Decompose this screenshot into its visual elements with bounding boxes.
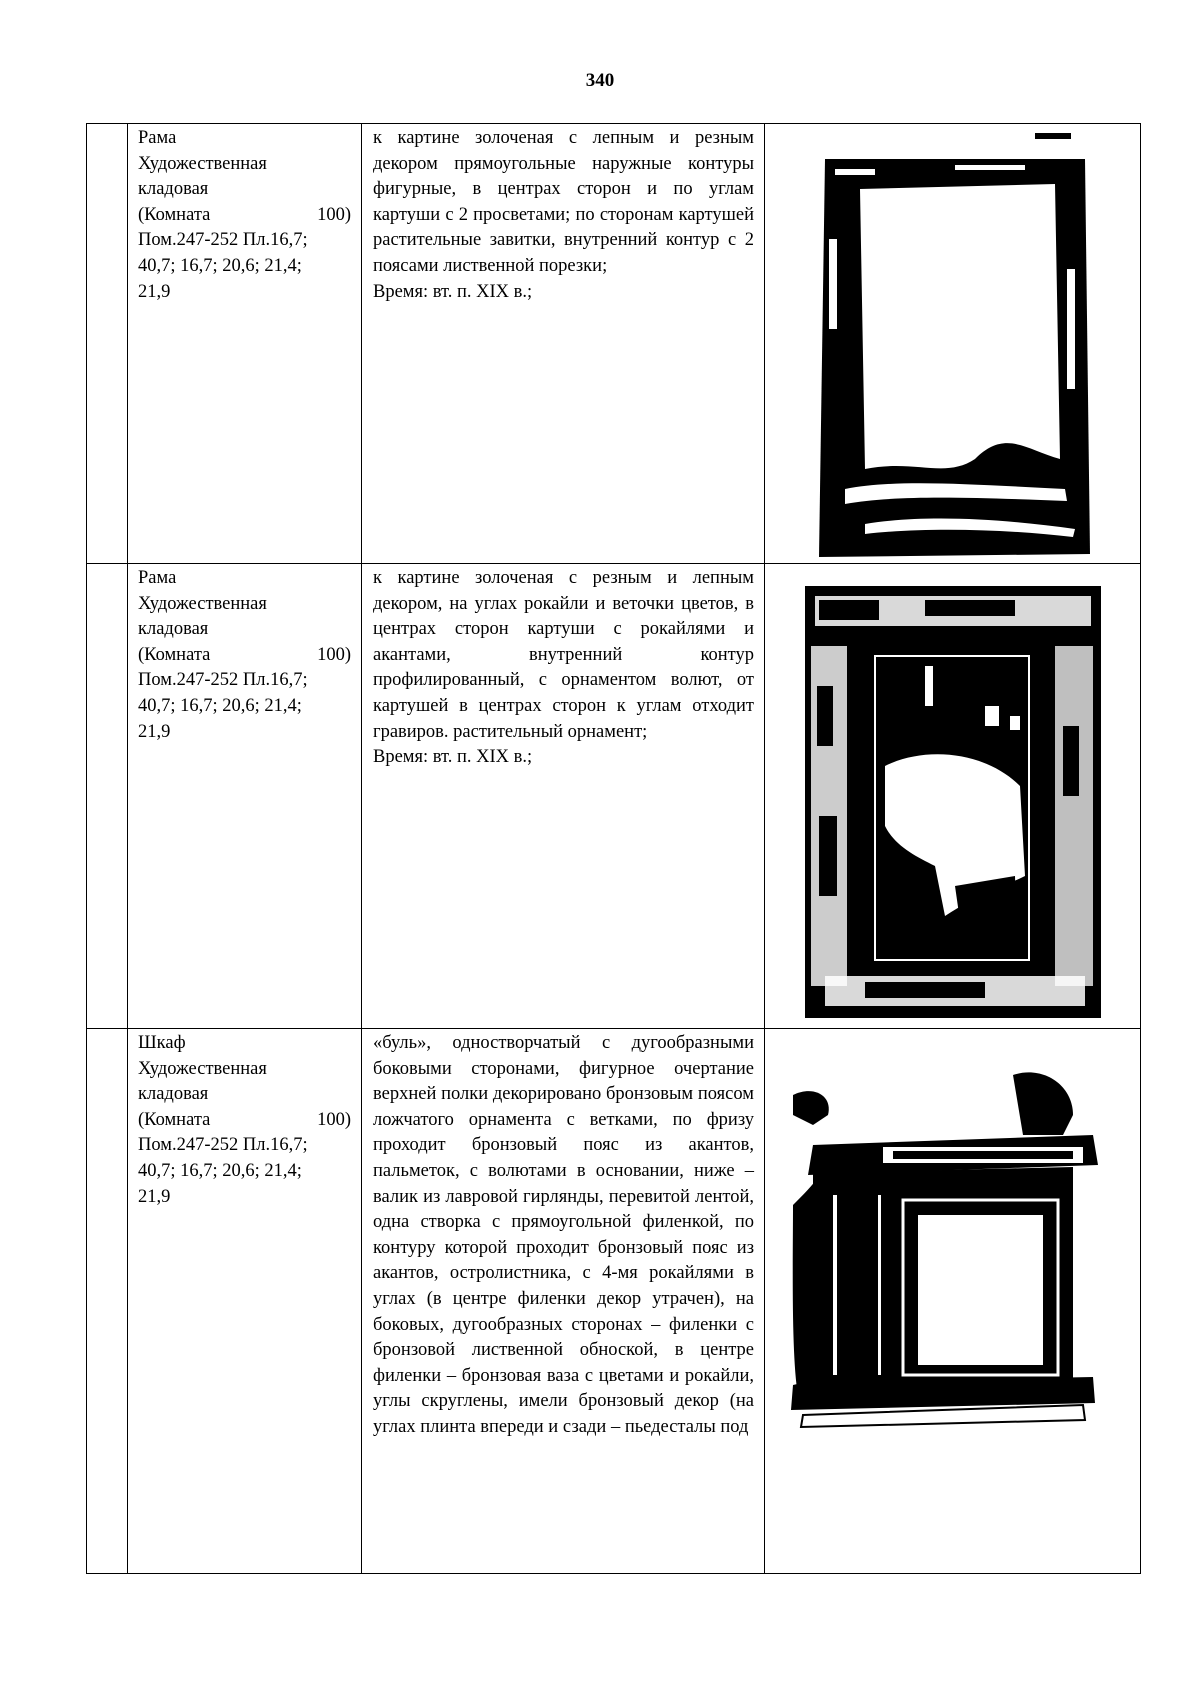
row-number-cell	[87, 1029, 128, 1574]
photo-cell	[765, 1029, 1141, 1574]
frame-photo-icon	[805, 129, 1097, 561]
description-cell	[362, 564, 765, 1029]
row-number-cell	[87, 124, 128, 564]
storage-name: Художественная	[138, 1058, 267, 1079]
location: Пом.247-252 Пл.16,7;	[138, 1135, 308, 1156]
room-label: (Комната	[138, 204, 211, 225]
cabinet-photo-icon	[773, 1055, 1113, 1451]
item-description: к картине золоченая с лепным и резным декором прямоугольные наружные контуры фигурные, в центрах сторон и по углам картуши с 2 просветами; по сторонам картушей растительные завитки, внутренний контур с 2 поясами лиственной порезки;	[373, 128, 754, 276]
location: Пом.247-252 Пл.16,7;	[138, 230, 308, 251]
description-cell	[362, 1029, 765, 1574]
storage-name: Художественная	[138, 153, 267, 174]
photo-cell	[765, 564, 1141, 1029]
areas-cont: 21,9	[138, 281, 171, 302]
item-time: Время: вт. п. XIX в.;	[373, 281, 533, 302]
storage-type: кладовая	[138, 179, 209, 200]
row-number-cell	[87, 564, 128, 1029]
areas: 40,7; 16,7; 20,6; 21,4;	[138, 1160, 302, 1181]
frame-photo-icon	[805, 586, 1101, 1018]
areas: 40,7; 16,7; 20,6; 21,4;	[138, 695, 302, 716]
inventory-table	[86, 123, 1141, 1574]
storage-type: кладовая	[138, 1084, 209, 1105]
room-number: 100)	[317, 204, 351, 225]
item-description: к картине золоченая с резным и лепным декором, на углах рокайли и веточки цветов, в центрах сторон картуши с рокайлями и акантами, внутренний контур профилированный, с орнаментом волют, от картушей в центрах сторон к углам отходит гравиров. растительный орнамент;	[373, 568, 754, 742]
areas-cont: 21,9	[138, 721, 171, 742]
item-name: Рама	[138, 128, 177, 148]
room-label: (Комната	[138, 1109, 211, 1130]
item-description: «буль», одностворчатый с дугообразными боковыми сторонами, фигурное очертание верхней полки декорировано бронзовым поясом ложчатого орнамента с ветками, по фризу проходит бронзовый пояс из акантов, пальметок, с волютами в основании, ниже – валик из лавровой гирлянды, перевитой лентой, одна створка с прямоугольной филенкой, по контуру которой проходит бронзовый пояс из акантов, остролистника, с 4-мя рокайлями в углах (в центре филенки декор утрачен), на боковых, дугообразных сторонах – филенки с бронзовой лиственной обноской, в центре филенки – бронзовая ваза с цветами и рокайли, углы скруглены, имели бронзовый декор (на углах плинта впереди и сзади – пьедесталы под	[373, 1033, 754, 1437]
room-number: 100)	[317, 1109, 351, 1130]
item-name-cell	[128, 1029, 362, 1574]
item-name-cell	[128, 564, 362, 1029]
item-name: Рама	[138, 568, 177, 588]
page-number: 340	[585, 70, 615, 91]
areas-cont: 21,9	[138, 1186, 171, 1207]
room-number: 100)	[317, 644, 351, 665]
storage-name: Художественная	[138, 593, 267, 614]
storage-type: кладовая	[138, 619, 209, 640]
item-name: Шкаф	[138, 1033, 186, 1053]
item-time: Время: вт. п. XIX в.;	[373, 747, 533, 768]
location: Пом.247-252 Пл.16,7;	[138, 670, 308, 691]
table-row	[87, 564, 1141, 1029]
room-label: (Комната	[138, 644, 211, 665]
areas: 40,7; 16,7; 20,6; 21,4;	[138, 255, 302, 276]
item-name-cell	[128, 124, 362, 564]
photo-cell	[765, 124, 1141, 564]
description-cell	[362, 124, 765, 564]
table-row	[87, 124, 1141, 564]
table-row	[87, 1029, 1141, 1574]
